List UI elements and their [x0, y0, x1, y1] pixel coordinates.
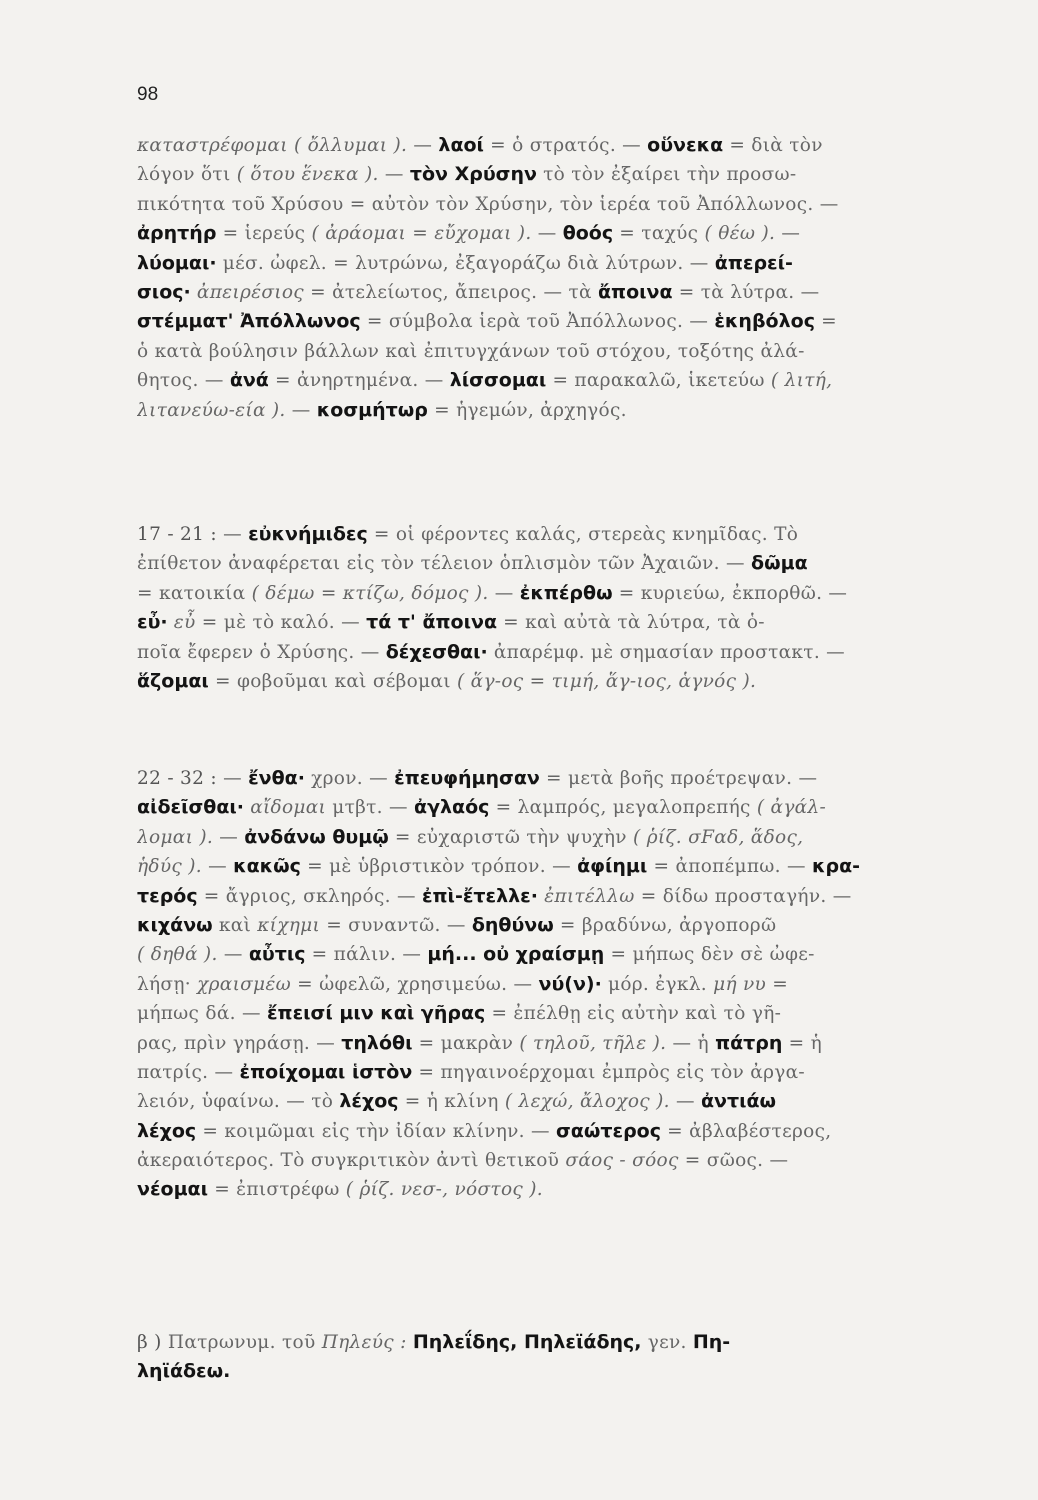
gloss-text: = λαμπρός, μεγαλοπρεπής: [489, 797, 757, 819]
headword: θοός: [562, 222, 614, 245]
gloss-text: = ταχύς: [613, 223, 705, 245]
headword: νέομαι: [137, 1178, 209, 1201]
text-line: [137, 1146, 957, 1175]
gloss-text: = κυριεύω, ἐκπορθῶ. —: [612, 582, 848, 604]
headword: ἀπερεί-: [714, 251, 793, 274]
gloss-text: = μακρὰν: [412, 1032, 520, 1054]
gloss-text: —: [213, 826, 245, 848]
gloss-text: ἐπίθετον ἀναφέρεται εἰς τὸν τέλειον ὁπλισμὸν τῶν Ἀχαιῶν. —: [137, 553, 752, 575]
text-line: [137, 608, 957, 637]
gloss-text: = δίδω προσταγήν. —: [634, 885, 852, 907]
commentary-paragraph: [137, 131, 957, 425]
headword: ἔπεισί μιν καὶ γῆρας: [266, 1002, 486, 1025]
gloss-text: —: [201, 856, 234, 878]
gloss-text: ρας, πρὶν γηράσῃ. —: [137, 1032, 342, 1054]
gloss-text: πατρίς. —: [137, 1061, 240, 1083]
gloss-text: χρον. —: [304, 768, 395, 789]
verse-range: 17 - 21 :: [137, 524, 217, 545]
gloss-text: ἀπαρέμφ. μὲ σημασίαν προστακτ. —: [487, 641, 845, 663]
gloss-text: = ἄγριος, σκληρός. —: [197, 885, 422, 907]
headword: τά τ' ἄποινα: [366, 611, 497, 634]
text-line: [137, 1328, 957, 1357]
headword: μή... οὐ χραίσμῃ: [427, 943, 605, 966]
gloss-text: = διὰ τὸν: [723, 135, 823, 156]
italic-text: λομαι ).: [137, 826, 214, 848]
headword: ἄποινα: [597, 280, 673, 303]
gloss-text: = σῶος. —: [678, 1150, 789, 1172]
text-line: [137, 638, 957, 667]
text-line: [137, 190, 957, 219]
text-line: [137, 793, 957, 822]
text-line: [137, 131, 957, 160]
commentary-paragraph: [137, 1328, 957, 1387]
gloss-text: —: [216, 524, 249, 545]
italic-text: ( θέω ).: [704, 223, 776, 245]
gloss-text: = ὁ στρατός. —: [483, 135, 648, 156]
gloss-text: θητος. —: [137, 370, 230, 392]
gloss-text: = σύμβολα ἱερὰ τοῦ Ἀπόλλωνος. —: [360, 311, 715, 333]
headword: ἑκηβόλος: [714, 310, 815, 333]
headword: στέμματ' Ἀπόλλωνος: [137, 310, 361, 333]
page-number: 98: [137, 84, 159, 105]
headword: κρα-: [812, 855, 861, 878]
text-line: [137, 337, 957, 366]
italic-text: κίχημι: [257, 914, 321, 936]
text-line: [137, 667, 957, 696]
headword: ἀγλαός: [414, 796, 490, 819]
text-line: [137, 579, 957, 608]
gloss-text: = ἀτελείωτος, ἄπειρος. — τὰ: [303, 281, 598, 303]
headword: αἰδεῖσθαι·: [137, 796, 245, 819]
gloss-text: ἀκεραιότερος. Τὸ συγκριτικὸν ἀντὶ θετικοῦ: [137, 1150, 566, 1172]
headword: κακῶς: [233, 855, 301, 878]
headword: ἅζομαι: [137, 669, 209, 692]
headword: ἐποίχομαι ἱστὸν: [239, 1060, 413, 1083]
text-line: [137, 852, 957, 881]
gloss-text: = ὠφελῶ, χρησιμεύω. —: [291, 973, 539, 995]
headword: νύ(ν)·: [538, 972, 602, 995]
text-line: [137, 999, 957, 1028]
gloss-text: μόρ. ἐγκλ.: [601, 973, 714, 995]
italic-text: αἴδομαι: [244, 797, 327, 819]
italic-text: καταστρέφομαι ( ὄλλυμαι ).: [137, 135, 408, 156]
gloss-text: =: [766, 973, 789, 995]
headword: ἀνά: [229, 369, 269, 392]
headword: κοσμήτωρ: [316, 398, 428, 421]
text-line: [137, 882, 957, 911]
italic-text: χραισμέω: [197, 973, 291, 995]
verse-range: 22 - 32 :: [137, 768, 217, 789]
text-line: [137, 911, 957, 940]
gloss-text: μτβτ. —: [326, 797, 415, 819]
headword: δηθύνω: [471, 913, 554, 936]
gloss-text: — ἡ: [666, 1032, 716, 1054]
text-line: [137, 1357, 957, 1386]
gloss-text: τὸ τὸν ἐξαίρει τὴν προσω-: [536, 164, 797, 186]
italic-text: ( δηθά ).: [137, 944, 218, 966]
headword: ἐκπέρθω: [519, 581, 613, 604]
headword: σιος·: [137, 280, 191, 303]
gloss-text: = μετὰ βοῆς προέτρεψαν. —: [539, 768, 818, 789]
text-line: [137, 940, 957, 969]
gloss-text: = καὶ αὐτὰ τὰ λύτρα, τὰ ὁ-: [497, 612, 765, 634]
gloss-text: = ἱερεύς: [216, 223, 312, 245]
gloss-text: = ἡ κλίνη: [398, 1091, 505, 1113]
gloss-text: —: [775, 223, 801, 245]
gloss-text: = πηγαινοέρχομαι ἐμπρὸς εἰς τὸν ἀργα-: [412, 1061, 805, 1083]
gloss-text: = μήπως δὲν σὲ ὠφε-: [604, 944, 815, 966]
headword: ἔνθα·: [248, 767, 305, 789]
headword: Πηλεΐδης, Πηλεϊάδης,: [412, 1331, 642, 1353]
headword: εὐκνήμιδες: [248, 523, 368, 545]
italic-text: ( λιτή,: [770, 370, 833, 392]
gloss-text: —: [378, 164, 410, 186]
headword: κιχάνω: [137, 913, 213, 936]
headword: σαώτερος: [556, 1119, 661, 1142]
gloss-text: μήπως δά. —: [137, 1003, 267, 1025]
italic-text: ( λεχώ, ἄλοχος ).: [504, 1091, 670, 1113]
headword: αὖτις: [248, 943, 306, 966]
headword: Πη-: [692, 1331, 731, 1353]
gloss-text: = ἐπιστρέφω: [208, 1179, 346, 1201]
headword: λίσσομαι: [449, 369, 547, 392]
text-line: [137, 249, 957, 278]
headword: λαοί: [438, 134, 484, 156]
gloss-text: —: [216, 768, 249, 789]
italic-text: ( δέμω = κτίζω, δόμος ).: [251, 582, 489, 604]
gloss-text: = ἀβλαβέστερος,: [660, 1120, 832, 1142]
headword: ἀνδάνω θυμῷ: [244, 825, 389, 848]
gloss-text: = πάλιν. —: [305, 944, 428, 966]
italic-text: σάος - σόος: [565, 1150, 679, 1172]
headword: τὸν Χρύσην: [409, 163, 537, 186]
text-line: [137, 1087, 957, 1116]
gloss-text: = κοιμῶμαι εἰς τὴν ἰδίαν κλίνην. —: [196, 1120, 556, 1142]
gloss-text: καὶ: [212, 914, 258, 936]
headword: δέχεσθαι·: [385, 640, 488, 663]
italic-text: ἡδύς ).: [137, 856, 202, 878]
italic-text: ( ῥίζ. σFαδ, ἅδος,: [633, 826, 804, 848]
gloss-text: λόγον ὅτι: [137, 164, 237, 186]
headword: τηλόθι: [341, 1031, 413, 1054]
headword: λέχος: [137, 1119, 197, 1142]
gloss-text: —: [285, 399, 317, 421]
headword: λύομαι·: [137, 251, 217, 274]
italic-text: ( ἀράομαι = εὔχομαι ).: [311, 223, 532, 245]
headword: ἀντιάω: [700, 1090, 777, 1113]
gloss-text: = οἱ φέροντες καλάς, στερεὰς κνημῖδας. Τὸ: [367, 524, 799, 545]
text-line: [137, 219, 957, 248]
headword: ἀρητήρ: [137, 222, 217, 245]
headword: δῶμα: [751, 552, 808, 575]
commentary-paragraph: [137, 764, 957, 1205]
gloss-text: = ἡ: [782, 1032, 822, 1054]
headword: εὖ·: [137, 611, 168, 634]
gloss-text: ποῖα ἔφερεν ὁ Χρύσης. —: [137, 641, 386, 663]
gloss-text: = βραδύνω, ἀργοπορῶ: [553, 914, 777, 936]
gloss-text: —: [217, 944, 249, 966]
verse-range: β ): [137, 1332, 162, 1353]
gloss-text: = ἐπέλθῃ εἰς αὐτὴν καὶ τὸ γῆ-: [485, 1003, 782, 1025]
gloss-text: = συναντῶ. —: [320, 914, 472, 936]
text-line: [137, 970, 957, 999]
gloss-text: Πατρωνυμ. τοῦ: [161, 1332, 322, 1353]
italic-text: ( ὅτου ἕνεκα ).: [236, 164, 379, 186]
gloss-text: γεν.: [641, 1332, 693, 1353]
gloss-text: —: [531, 223, 563, 245]
gloss-text: —: [669, 1091, 701, 1113]
gloss-text: = ἀνηρτημένα. —: [268, 370, 450, 392]
italic-text: ἀπειρέσιος: [190, 281, 304, 303]
text-line: [137, 160, 957, 189]
headword: οὕνεκα: [647, 134, 724, 156]
gloss-text: —: [488, 582, 520, 604]
text-line: [137, 823, 957, 852]
gloss-text: = εὐχαριστῶ τὴν ψυχὴν: [388, 826, 634, 848]
gloss-text: μέσ. ὠφελ. = λυτρώνω, ἐξαγοράζω διὰ λύτρων. —: [216, 252, 715, 274]
gloss-text: = φοβοῦμαι καὶ σέβομαι: [208, 670, 457, 692]
headword: τερός: [137, 884, 198, 907]
gloss-text: = τὰ λύτρα. —: [672, 281, 820, 303]
headword: ἀφίημι: [577, 855, 648, 878]
gloss-text: = μὲ ὑβριστικὸν τρόπον. —: [300, 856, 578, 878]
gloss-text: = μὲ τὸ καλό. —: [195, 612, 367, 634]
text-line: [137, 1058, 957, 1087]
headword: ἐπευφήμησαν: [394, 767, 540, 789]
gloss-text: =: [814, 311, 837, 333]
commentary-paragraph: [137, 520, 957, 696]
gloss-text: πικότητα τοῦ Χρύσου = αὐτὸν τὸν Χρύσην, τὸν ἱερέα τοῦ Ἀπόλλωνος. —: [137, 193, 839, 215]
gloss-text: = ἡγεμών, ἀρχηγός.: [427, 399, 627, 421]
text-line: [137, 278, 957, 307]
italic-text: ἐπιτέλλω: [537, 885, 635, 907]
gloss-text: λήσῃ·: [137, 973, 198, 995]
text-line: [137, 307, 957, 336]
headword: ἐπὶ-ἔτελλε·: [421, 884, 538, 907]
text-line: [137, 1117, 957, 1146]
text-line: [137, 396, 957, 425]
italic-text: εὖ: [167, 612, 196, 634]
gloss-text: —: [407, 135, 439, 156]
italic-text: ( ῥίζ. νεσ-, νόστος ).: [345, 1179, 543, 1201]
italic-text: μή νυ: [713, 973, 767, 995]
gloss-text: = παρακαλῶ, ἱκετεύω: [546, 370, 771, 392]
italic-text: ( τηλοῦ, τῆλε ).: [519, 1032, 667, 1054]
gloss-text: = ἀποπέμπω. —: [647, 856, 813, 878]
text-line: [137, 1029, 957, 1058]
italic-text: ( ἅγ-ος = τιμή, ἅγ-ιος, ἁγνός ).: [456, 670, 757, 692]
text-line: [137, 520, 957, 549]
gloss-text: ὁ κατὰ βούλησιν βάλλων καὶ ἐπιτυγχάνων τοῦ στόχου, τοξότης ἀλά-: [137, 340, 805, 362]
italic-text: Πηλεύς :: [321, 1332, 407, 1353]
text-line: [137, 764, 957, 793]
text-line: [137, 549, 957, 578]
gloss-text: λειόν, ὑφαίνω. — τὸ: [137, 1091, 340, 1113]
headword: πάτρη: [715, 1031, 783, 1054]
text-line: [137, 1175, 957, 1204]
italic-text: λιτανεύω-εία ).: [137, 399, 286, 421]
headword: ληϊάδεω.: [137, 1360, 231, 1383]
gloss-text: = κατοικία: [137, 582, 252, 604]
italic-text: ( ἀγάλ-: [756, 797, 827, 819]
text-line: [137, 366, 957, 395]
headword: λέχος: [339, 1090, 399, 1113]
